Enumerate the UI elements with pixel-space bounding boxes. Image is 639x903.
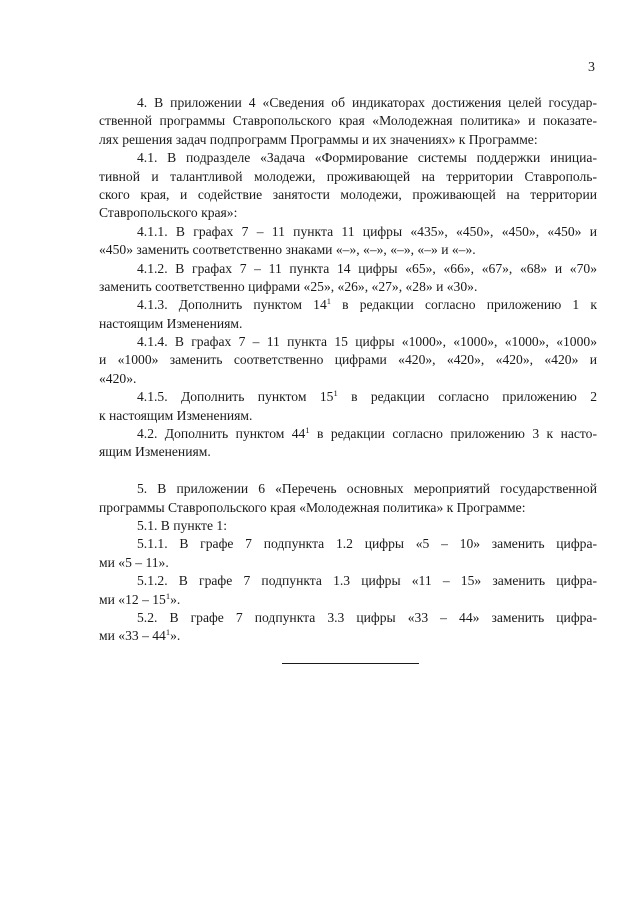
end-rule [282,663,419,664]
line-text: ми «33 – 44 [99,628,166,644]
line-text: 4.1.4. В графах 7 – 11 пункта 15 цифры «1000», «1000», «1000», «1000» [137,334,597,350]
line-text: и «1000» заменить соответственно цифрами «420», «420», «420», «420» и [99,352,597,368]
line-text-continued: ». [170,628,181,644]
line-text: 4. В приложении 4 «Сведения об индикаторах достижения целей государ- [137,95,597,110]
text-line [99,204,597,222]
paragraph-spacer [99,462,597,480]
text-line [99,241,597,259]
text-line [99,388,597,406]
page-number: 3 [588,60,595,75]
text-line [99,517,597,535]
text-line [99,94,597,112]
line-text: 5. В приложении 6 «Перечень основных мероприятий государственной [137,481,597,497]
line-text: 4.1. В подразделе «Задача «Формирование системы поддержки инициа- [137,150,597,166]
line-text: 5.1.2. В графе 7 подпункта 1.3 цифры «11 – 15» заменить цифра- [137,573,597,589]
line-text-continued: в редакции согласно приложению 3 к насто- [309,426,597,442]
line-text: «420». [99,370,137,386]
superscript: 1 [305,425,310,436]
text-line [99,223,597,241]
line-text: 4.1.5. Дополнить пунктом 15 [137,389,334,405]
text-line [99,112,597,130]
superscript: 1 [165,590,171,601]
line-text: 5.2. В графе 7 подпункта 3.3 цифры «33 – 44» заменить цифра- [137,609,597,625]
line-text: 4.1.2. В графах 7 – 11 пункта 14 цифры «65», «66», «67», «68» и «70» [137,260,597,276]
superscript: 1 [333,388,338,399]
line-text: лях решения задач подпрограмм Программы и их значениях» к Программе: [99,131,538,147]
line-text: к настоящим Изменениям. [99,407,253,423]
line-text-continued: ». [170,591,181,607]
line-text: «450» заменить соответственно знаками «–», «–», «–», «–» и «–». [99,242,476,258]
text-line [99,131,597,149]
text-line [99,186,597,204]
line-text: 4.1.3. Дополнить пунктом 14 [137,297,327,313]
line-text: заменить соответственно цифрами «25», «26», «27», «28» и «30». [99,278,478,294]
line-text: настоящим Изменениям. [99,315,243,331]
line-text-continued: в редакции согласно приложению 1 к [331,297,597,313]
text-line [99,572,597,590]
line-text: ящим Изменениям. [99,444,211,460]
line-text: 4.2. Дополнить пунктом 44 [137,426,306,442]
text-line [99,535,597,553]
text-line [99,554,597,572]
superscript: 1 [165,627,171,638]
text-line [99,370,597,388]
line-text: ственной программы Ставропольского края «Молодежная политика» и показате- [99,113,597,129]
line-text: 5.1.1. В графе 7 подпункта 1.2 цифры «5 – 10» заменить цифра- [137,536,597,552]
text-line [99,443,597,461]
line-text: ского края, и содействие занятости молодежи, проживающей на территории [99,186,597,202]
text-line [99,499,597,517]
text-line [99,627,597,645]
text-line [99,609,597,627]
text-line [99,315,597,333]
text-line [99,278,597,296]
line-text: 4.1.1. В графах 7 – 11 пункта 11 цифры «435», «450», «450», «450» и [137,223,597,239]
document-body [99,94,597,646]
line-text: тивной и талантливой молодежи, проживающей на территории Ставрополь- [99,168,597,184]
text-line [99,351,597,369]
text-line [99,407,597,425]
superscript: 1 [326,296,332,307]
text-line [99,333,597,351]
text-line [99,591,597,609]
text-line [99,425,597,443]
line-text: ми «5 – 11». [99,554,169,570]
line-text-continued: в редакции согласно приложению 2 [337,389,598,405]
line-text: 5.1. В пункте 1: [137,517,227,533]
line-text: программы Ставропольского края «Молодежная политика» к Программе: [99,499,526,515]
line-text: ми «12 – 15 [99,591,166,607]
text-line [99,296,597,314]
line-text: Ставропольского края»: [99,205,238,221]
text-line [99,168,597,186]
text-line [99,260,597,278]
text-line [99,480,597,498]
text-line [99,149,597,167]
